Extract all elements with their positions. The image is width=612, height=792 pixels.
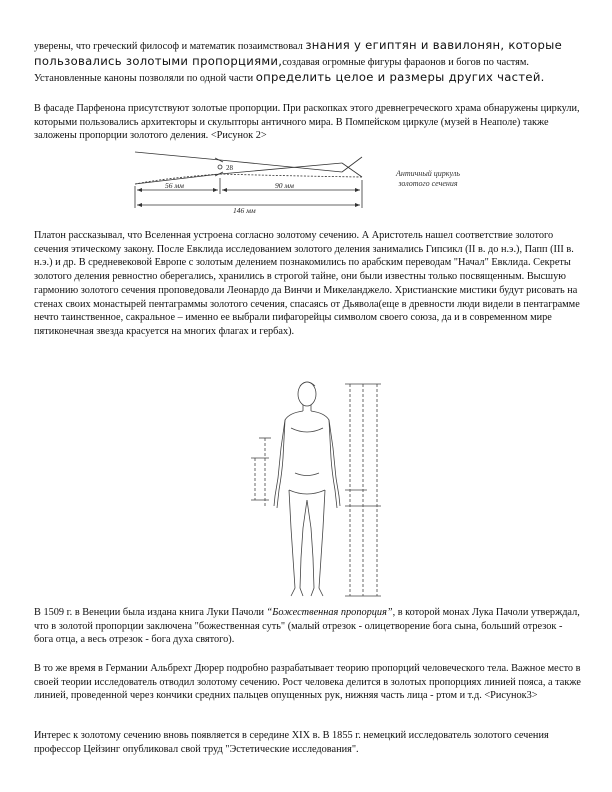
paragraph-durer-text: В то же время в Германии Альбрехт Дюрер подробно разрабатывает теорию пропорций человеческого тела. Важное место в своей теории исследователь отводил золотому сечению. Рост человека делится в золотых пропорциях линией пояса, а также линией, проведенной через кончики средних пальцев опущенных рук, нижняя часть лица - ртом и т.д. <Рисунок3>: [34, 663, 581, 702]
intro-part-b: знания у египтян и вавилонян, которые пользовались золотыми пропорциями,: [34, 38, 563, 68]
paragraph-pacioli-text: [34, 606, 582, 647]
compass-total-dim: 146 мм: [233, 206, 256, 215]
compass-left-dim: 56 мм: [165, 181, 184, 190]
compass-caption-line1: Античный циркуль: [395, 169, 461, 178]
compass-caption: [378, 169, 478, 189]
pacioli-part-c: , в которой монах Лука Пачоли утверждал, что в золотой пропорции заключена "божественная суть" (малый отрезок - олицетворение бога сына, больший отрезок - бога отца, а весь отрезок - бога духа святого).: [34, 607, 580, 646]
paragraph-intro-text: [34, 38, 582, 86]
human-figure-drawing: [245, 378, 395, 600]
figure-human-proportions: [245, 378, 395, 600]
paragraph-pacioli: [34, 606, 582, 647]
compass-point-label: 28: [226, 164, 233, 172]
paragraph-plato-text: Платон рассказывал, что Вселенная устроена согласно золотому сечению. А Аристотель нашел соответствие золотого сечения этическому закону. После Евклида исследованием золотого деления занимались Гипсикл (II в. до н.э.), Папп (III в. н.э.) и др. В средневековой Европе с золотым делением познакомились по арабским переводам "Начал" Евклида. Секреты золотого деления ревностно оберегались, хранились в строгой тайне, они были известны только посвященным. Высшую гармонию золотого сечения проповедовали Леонардо да Винчи и Микеланджело. Христианские мистики будут рисовать на стенах своих монастырей пентаграммы золотого сечения, спасаясь от Дьявола(еще в древности люди видели в пентаграмме нечто таинственное, сакральное – именно ее выбрали пифагорейцы символом своего союза, да и в современном мире пятиконечная звезда красуется на многих флагах и гербах).: [34, 230, 580, 337]
paragraph-plato: [34, 229, 582, 339]
paragraph-parthenon: [34, 102, 582, 143]
paragraph-zeising: [34, 729, 582, 756]
pacioli-part-a: В 1509 г. в Венеции была издана книга Луки Пачоли: [34, 607, 267, 618]
paragraph-intro: [34, 38, 582, 86]
compass-caption-line2: золотого сечения: [398, 179, 458, 188]
intro-part-c: создавая огромные фигуры фараонов и богов по частям. Установленные каноны позволяли по одной части: [34, 57, 529, 84]
paragraph-parthenon-text: В фасаде Парфенона присутствуют золотые пропорции. При раскопках этого древнегреческого храма обнаружены циркули, которыми пользовались архитекторы и скульпторы античного мира. В Помпейском циркуле (музей в Неаполе) также заложены пропорции золотого деления. <Рисунок 2>: [34, 103, 580, 142]
intro-part-d: определить целое и размеры других частей.: [255, 70, 545, 84]
paragraph-durer: [34, 662, 582, 703]
intro-part-a: уверены, что греческий философ и математик позаимствовал: [34, 41, 306, 52]
figure-golden-compass: [120, 150, 500, 218]
paragraph-zeising-text: Интерес к золотому сечению вновь появляется в середине XIX в. В 1855 г. немецкий исследователь золотого сечения профессор Цейзинг опубликовал свой труд "Эстетические исследования".: [34, 730, 549, 755]
pacioli-book-title: “Божественная пропорция”: [266, 607, 393, 618]
compass-right-dim: 90 мм: [275, 181, 294, 190]
